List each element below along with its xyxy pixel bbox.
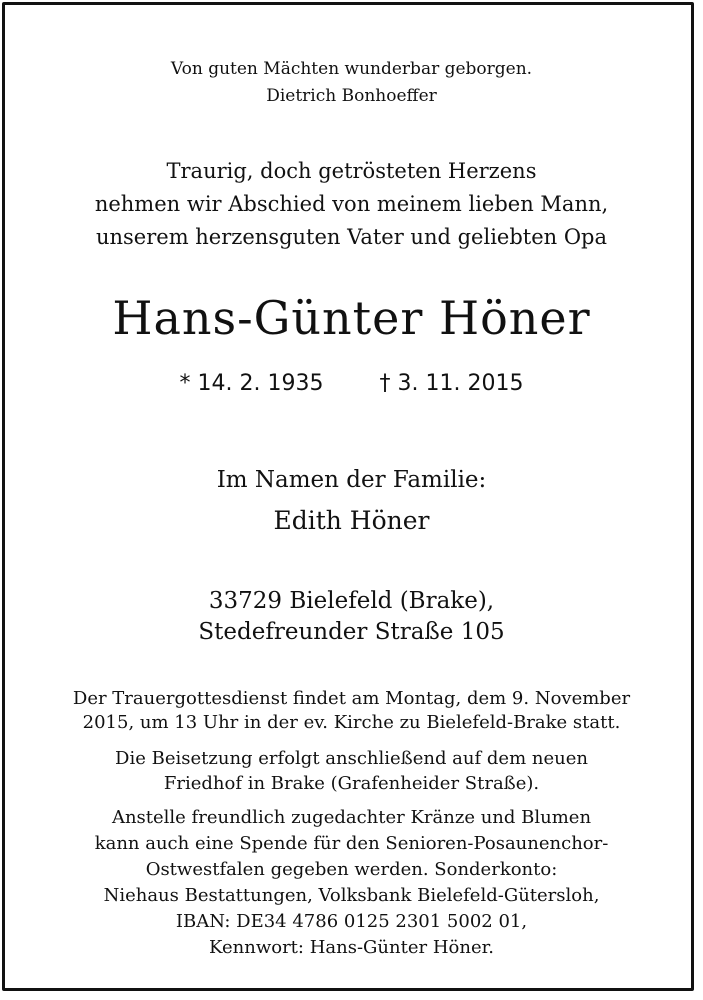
donation-line: IBAN: DE34 4786 0125 2301 5002 01, (175, 911, 528, 932)
motto-quote: Von guten Mächten wunderbar geborgen. (170, 59, 533, 79)
motto-author: Dietrich Bonhoeffer (266, 86, 437, 106)
donation-line: Niehaus Bestattungen, Volksbank Bielefeld-Gütersloh, (103, 885, 600, 906)
intro-line: nehmen wir Abschied von meinem lieben Mann, (94, 192, 609, 216)
birth-date: * 14. 2. 1935 (179, 371, 324, 396)
burial-line: Friedhof in Brake (Grafenheider Straße). (163, 773, 540, 794)
intro-text (0, 155, 703, 254)
donation-line: kann auch eine Spende für den Senioren-Posaunenchor- (94, 833, 609, 854)
donation-info (0, 805, 703, 961)
death-date: † 3. 11. 2015 (379, 371, 524, 396)
deceased-name: Hans-Günter Höner (112, 291, 591, 345)
service-line: Der Trauergottesdienst findet am Montag, dem 9. November (72, 688, 631, 709)
intro-line: Traurig, doch getrösteten Herzens (166, 159, 537, 183)
burial-info (0, 746, 703, 796)
life-dates (0, 369, 703, 399)
donation-line: Kennwort: Hans-Günter Höner. (209, 937, 494, 958)
service-line: 2015, um 13 Uhr in der ev. Kirche zu Bielefeld-Brake statt. (82, 712, 621, 733)
donation-line: Anstelle freundlich zugedachter Kränze und Blumen (111, 807, 592, 828)
donation-line: Ostwestfalen gegeben werden. Sonderkonto: (145, 859, 558, 880)
address-line-1: 33729 Bielefeld (Brake), (208, 588, 495, 614)
family-signatory: Edith Höner (273, 506, 430, 535)
burial-line: Die Beisetzung erfolgt anschließend auf dem neuen (115, 748, 588, 769)
service-info (0, 687, 703, 735)
motto (0, 56, 703, 110)
address (0, 586, 703, 648)
family-label: Im Namen der Familie: (216, 467, 487, 493)
address-line-2: Stedefreunder Straße 105 (198, 619, 505, 645)
intro-line: unserem herzensguten Vater und geliebten Opa (95, 225, 608, 249)
